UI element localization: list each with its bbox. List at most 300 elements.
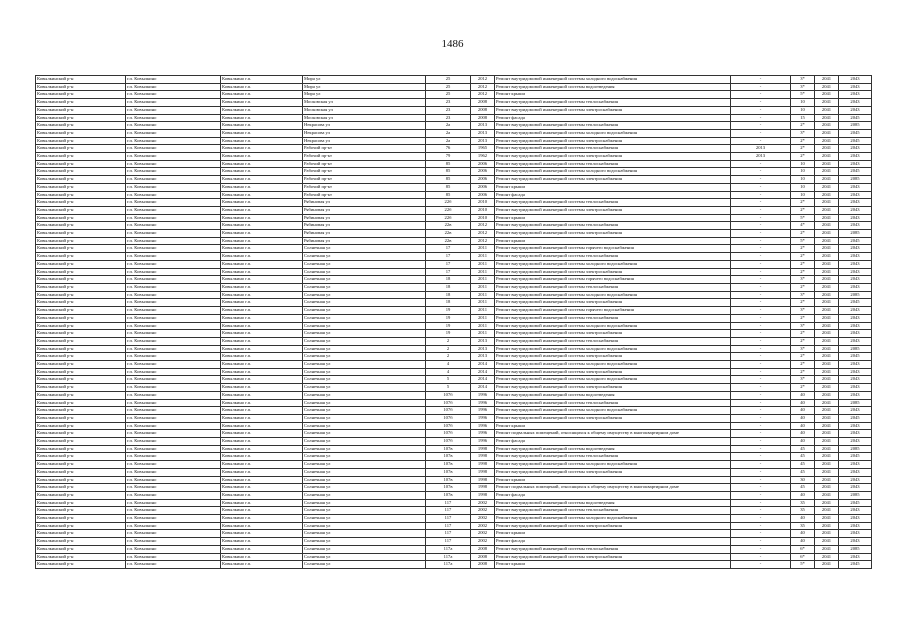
cell-plan-end-year: 2043 bbox=[839, 422, 872, 430]
cell-built-year: 1998 bbox=[471, 461, 495, 469]
cell-wear-percent: 2* bbox=[791, 299, 815, 307]
cell-work-type: Ремонт внутридомовой инженерной системы холодного водоснабжения bbox=[495, 260, 731, 268]
cell-municipality: Ковылкино г.п. bbox=[221, 122, 303, 130]
cell-settlement: г.п. Ковылкино bbox=[126, 399, 221, 407]
cell-work-type: Ремонт внутридомовой инженерной системы водоотведения bbox=[495, 445, 731, 453]
cell-plan-start-year: 2041 bbox=[815, 222, 839, 230]
cell-built-year: 2013 bbox=[471, 137, 495, 145]
cell-municipality: Ковылкино г.п. bbox=[221, 330, 303, 338]
table-row bbox=[36, 507, 872, 515]
cell-house-number: 22в bbox=[426, 222, 471, 230]
cell-built-year: 1962 bbox=[471, 153, 495, 161]
cell-wear-percent: 2* bbox=[791, 330, 815, 338]
cell-plan-end-year: 2043 bbox=[839, 337, 872, 345]
cell-street: Солнечная ул bbox=[303, 399, 426, 407]
cell-settlement: г.п. Ковылкино bbox=[126, 137, 221, 145]
cell-last-repair-year: - bbox=[731, 214, 791, 222]
cell-municipality: Ковылкино г.п. bbox=[221, 245, 303, 253]
table-row bbox=[36, 468, 872, 476]
cell-house-number: 85 bbox=[426, 176, 471, 184]
cell-plan-start-year: 2041 bbox=[815, 407, 839, 415]
cell-last-repair-year: - bbox=[731, 91, 791, 99]
cell-municipality: Ковылкино г.п. bbox=[221, 106, 303, 114]
cell-street: Солнечная ул bbox=[303, 291, 426, 299]
cell-plan-start-year: 2041 bbox=[815, 361, 839, 369]
cell-plan-end-year: 2043 bbox=[839, 253, 872, 261]
cell-district: Ковылкинский р-н bbox=[36, 337, 126, 345]
cell-built-year: 1965 bbox=[471, 145, 495, 153]
table-row bbox=[36, 538, 872, 546]
cell-plan-end-year: 2085 bbox=[839, 491, 872, 499]
cell-house-number: 23 bbox=[426, 114, 471, 122]
cell-plan-end-year: 2043 bbox=[839, 268, 872, 276]
cell-district: Ковылкинский р-н bbox=[36, 153, 126, 161]
cell-built-year: 2002 bbox=[471, 499, 495, 507]
cell-plan-start-year: 2041 bbox=[815, 445, 839, 453]
cell-district: Ковылкинский р-н bbox=[36, 91, 126, 99]
cell-settlement: г.п. Ковылкино bbox=[126, 522, 221, 530]
cell-last-repair-year: - bbox=[731, 461, 791, 469]
cell-street: Солнечная ул bbox=[303, 322, 426, 330]
cell-settlement: г.п. Ковылкино bbox=[126, 260, 221, 268]
cell-street: Солнечная ул bbox=[303, 384, 426, 392]
cell-plan-start-year: 2041 bbox=[815, 268, 839, 276]
cell-house-number: 22б bbox=[426, 199, 471, 207]
cell-municipality: Ковылкино г.п. bbox=[221, 237, 303, 245]
cell-house-number: 2 bbox=[426, 337, 471, 345]
cell-plan-start-year: 2041 bbox=[815, 260, 839, 268]
cell-district: Ковылкинский р-н bbox=[36, 407, 126, 415]
cell-last-repair-year: - bbox=[731, 345, 791, 353]
cell-plan-start-year: 2041 bbox=[815, 283, 839, 291]
cell-municipality: Ковылкино г.п. bbox=[221, 376, 303, 384]
cell-plan-end-year: 2085 bbox=[839, 176, 872, 184]
table-row bbox=[36, 361, 872, 369]
cell-street: Московская ул bbox=[303, 99, 426, 107]
cell-built-year: 2013 bbox=[471, 345, 495, 353]
cell-municipality: Ковылкино г.п. bbox=[221, 222, 303, 230]
cell-street: Рабочий пр-кт bbox=[303, 168, 426, 176]
cell-wear-percent: 40 bbox=[791, 422, 815, 430]
cell-plan-end-year: 2045 bbox=[839, 453, 872, 461]
cell-built-year: 1996 bbox=[471, 391, 495, 399]
cell-built-year: 2011 bbox=[471, 283, 495, 291]
table-row bbox=[36, 422, 872, 430]
cell-settlement: г.п. Ковылкино bbox=[126, 322, 221, 330]
cell-built-year: 1996 bbox=[471, 430, 495, 438]
cell-settlement: г.п. Ковылкино bbox=[126, 384, 221, 392]
cell-plan-start-year: 2041 bbox=[815, 206, 839, 214]
cell-municipality: Ковылкино г.п. bbox=[221, 438, 303, 446]
cell-wear-percent: 3* bbox=[791, 291, 815, 299]
cell-wear-percent: 6* bbox=[791, 553, 815, 561]
cell-built-year: 1996 bbox=[471, 414, 495, 422]
cell-built-year: 2006 bbox=[471, 183, 495, 191]
cell-last-repair-year: - bbox=[731, 199, 791, 207]
cell-built-year: 1998 bbox=[471, 453, 495, 461]
cell-district: Ковылкинский р-н bbox=[36, 106, 126, 114]
cell-plan-start-year: 2041 bbox=[815, 137, 839, 145]
cell-last-repair-year: - bbox=[731, 168, 791, 176]
cell-municipality: Ковылкино г.п. bbox=[221, 484, 303, 492]
cell-settlement: г.п. Ковылкино bbox=[126, 230, 221, 238]
cell-municipality: Ковылкино г.п. bbox=[221, 191, 303, 199]
cell-last-repair-year: - bbox=[731, 83, 791, 91]
cell-settlement: г.п. Ковылкино bbox=[126, 376, 221, 384]
cell-district: Ковылкинский р-н bbox=[36, 507, 126, 515]
cell-wear-percent: 2* bbox=[791, 206, 815, 214]
cell-work-type: Ремонт внутридомовой инженерной системы холодного водоснабжения bbox=[495, 515, 731, 523]
cell-plan-end-year: 2043 bbox=[839, 160, 872, 168]
cell-settlement: г.п. Ковылкино bbox=[126, 561, 221, 569]
cell-plan-start-year: 2041 bbox=[815, 106, 839, 114]
table-row bbox=[36, 230, 872, 238]
cell-last-repair-year: - bbox=[731, 291, 791, 299]
cell-work-type: Ремонт крыши bbox=[495, 530, 731, 538]
cell-last-repair-year: - bbox=[731, 260, 791, 268]
cell-work-type: Ремонт внутридомовой инженерной системы водоотведения bbox=[495, 499, 731, 507]
cell-settlement: г.п. Ковылкино bbox=[126, 453, 221, 461]
cell-street: Мира ул bbox=[303, 83, 426, 91]
cell-last-repair-year: - bbox=[731, 206, 791, 214]
cell-last-repair-year: - bbox=[731, 522, 791, 530]
cell-municipality: Ковылкино г.п. bbox=[221, 322, 303, 330]
cell-street: Солнечная ул bbox=[303, 461, 426, 469]
cell-settlement: г.п. Ковылкино bbox=[126, 276, 221, 284]
cell-district: Ковылкинский р-н bbox=[36, 538, 126, 546]
cell-built-year: 1998 bbox=[471, 445, 495, 453]
cell-plan-end-year: 2043 bbox=[839, 438, 872, 446]
cell-house-number: 85 bbox=[426, 183, 471, 191]
cell-street: Некрасова ул bbox=[303, 137, 426, 145]
cell-street: Солнечная ул bbox=[303, 353, 426, 361]
cell-plan-end-year: 2045 bbox=[839, 237, 872, 245]
table-row bbox=[36, 561, 872, 569]
cell-settlement: г.п. Ковылкино bbox=[126, 468, 221, 476]
cell-district: Ковылкинский р-н bbox=[36, 314, 126, 322]
cell-wear-percent: 5* bbox=[791, 214, 815, 222]
cell-municipality: Ковылкино г.п. bbox=[221, 299, 303, 307]
cell-plan-end-year: 2043 bbox=[839, 507, 872, 515]
cell-plan-start-year: 2041 bbox=[815, 353, 839, 361]
cell-wear-percent: 2* bbox=[791, 268, 815, 276]
cell-built-year: 2010 bbox=[471, 199, 495, 207]
cell-plan-end-year: 2043 bbox=[839, 222, 872, 230]
cell-wear-percent: 2* bbox=[791, 230, 815, 238]
cell-settlement: г.п. Ковылкино bbox=[126, 407, 221, 415]
cell-settlement: г.п. Ковылкино bbox=[126, 291, 221, 299]
cell-last-repair-year: - bbox=[731, 230, 791, 238]
cell-wear-percent: 10 bbox=[791, 191, 815, 199]
cell-wear-percent: 2* bbox=[791, 199, 815, 207]
cell-wear-percent: 45 bbox=[791, 468, 815, 476]
cell-street: Солнечная ул bbox=[303, 438, 426, 446]
cell-plan-end-year: 2043 bbox=[839, 430, 872, 438]
cell-settlement: г.п. Ковылкино bbox=[126, 283, 221, 291]
cell-municipality: Ковылкино г.п. bbox=[221, 183, 303, 191]
table-row bbox=[36, 307, 872, 315]
cell-settlement: г.п. Ковылкино bbox=[126, 507, 221, 515]
cell-wear-percent: 10 bbox=[791, 183, 815, 191]
table-row bbox=[36, 553, 872, 561]
cell-settlement: г.п. Ковылкино bbox=[126, 515, 221, 523]
cell-wear-percent: 35 bbox=[791, 499, 815, 507]
cell-built-year: 2011 bbox=[471, 245, 495, 253]
table-row bbox=[36, 522, 872, 530]
table-row bbox=[36, 376, 872, 384]
cell-plan-end-year: 2043 bbox=[839, 361, 872, 369]
cell-work-type: Ремонт крыши bbox=[495, 237, 731, 245]
table-row bbox=[36, 91, 872, 99]
cell-plan-start-year: 2041 bbox=[815, 468, 839, 476]
cell-municipality: Ковылкино г.п. bbox=[221, 168, 303, 176]
cell-house-number: 5 bbox=[426, 384, 471, 392]
cell-street: Некрасова ул bbox=[303, 129, 426, 137]
cell-built-year: 2008 bbox=[471, 553, 495, 561]
cell-plan-end-year: 2085 bbox=[839, 230, 872, 238]
cell-work-type: Ремонт внутридомовой инженерной системы электроснабжения bbox=[495, 206, 731, 214]
cell-street: Солнечная ул bbox=[303, 561, 426, 569]
cell-street: Рабочий пр-кт bbox=[303, 145, 426, 153]
cell-work-type: Ремонт внутридомовой инженерной системы электроснабжения bbox=[495, 137, 731, 145]
cell-plan-start-year: 2041 bbox=[815, 391, 839, 399]
table-row bbox=[36, 76, 872, 84]
cell-built-year: 2006 bbox=[471, 160, 495, 168]
cell-plan-start-year: 2041 bbox=[815, 153, 839, 161]
cell-municipality: Ковылкино г.п. bbox=[221, 283, 303, 291]
cell-plan-start-year: 2041 bbox=[815, 91, 839, 99]
cell-district: Ковылкинский р-н bbox=[36, 129, 126, 137]
cell-last-repair-year: - bbox=[731, 561, 791, 569]
cell-plan-start-year: 2041 bbox=[815, 499, 839, 507]
cell-last-repair-year: - bbox=[731, 183, 791, 191]
cell-district: Ковылкинский р-н bbox=[36, 461, 126, 469]
cell-street: Солнечная ул bbox=[303, 253, 426, 261]
cell-wear-percent: 40 bbox=[791, 438, 815, 446]
cell-settlement: г.п. Ковылкино bbox=[126, 206, 221, 214]
cell-built-year: 2012 bbox=[471, 222, 495, 230]
cell-built-year: 2014 bbox=[471, 368, 495, 376]
cell-plan-end-year: 2043 bbox=[839, 245, 872, 253]
cell-work-type: Ремонт внутридомовой инженерной системы электроснабжения bbox=[495, 522, 731, 530]
table-row bbox=[36, 368, 872, 376]
cell-work-type: Ремонт внутридомовой инженерной системы горячего водоснабжения bbox=[495, 245, 731, 253]
cell-plan-start-year: 2041 bbox=[815, 245, 839, 253]
cell-work-type: Ремонт внутридомовой инженерной системы холодного водоснабжения bbox=[495, 376, 731, 384]
cell-street: Солнечная ул bbox=[303, 499, 426, 507]
table-row bbox=[36, 268, 872, 276]
cell-last-repair-year: - bbox=[731, 507, 791, 515]
cell-municipality: Ковылкино г.п. bbox=[221, 461, 303, 469]
cell-wear-percent: 35 bbox=[791, 522, 815, 530]
cell-plan-start-year: 2041 bbox=[815, 76, 839, 84]
cell-municipality: Ковылкино г.п. bbox=[221, 91, 303, 99]
cell-work-type: Ремонт подвальных помещений, относящихся к общему имуществу в многоквартирном доме bbox=[495, 484, 731, 492]
cell-plan-start-year: 2041 bbox=[815, 276, 839, 284]
cell-wear-percent: 2* bbox=[791, 145, 815, 153]
cell-plan-end-year: 2043 bbox=[839, 376, 872, 384]
cell-district: Ковылкинский р-н bbox=[36, 414, 126, 422]
cell-last-repair-year: - bbox=[731, 438, 791, 446]
cell-plan-start-year: 2041 bbox=[815, 253, 839, 261]
table-row bbox=[36, 199, 872, 207]
cell-municipality: Ковылкино г.п. bbox=[221, 176, 303, 184]
cell-house-number: 25 bbox=[426, 76, 471, 84]
cell-built-year: 2008 bbox=[471, 99, 495, 107]
cell-house-number: 17 bbox=[426, 260, 471, 268]
cell-street: Солнечная ул bbox=[303, 422, 426, 430]
cell-settlement: г.п. Ковылкино bbox=[126, 553, 221, 561]
cell-built-year: 2002 bbox=[471, 530, 495, 538]
cell-plan-start-year: 2041 bbox=[815, 237, 839, 245]
cell-built-year: 2011 bbox=[471, 268, 495, 276]
cell-settlement: г.п. Ковылкино bbox=[126, 499, 221, 507]
cell-plan-start-year: 2041 bbox=[815, 291, 839, 299]
table-row bbox=[36, 214, 872, 222]
table-row bbox=[36, 399, 872, 407]
cell-settlement: г.п. Ковылкино bbox=[126, 345, 221, 353]
cell-municipality: Ковылкино г.п. bbox=[221, 361, 303, 369]
cell-settlement: г.п. Ковылкино bbox=[126, 414, 221, 422]
cell-last-repair-year: - bbox=[731, 191, 791, 199]
cell-district: Ковылкинский р-н bbox=[36, 438, 126, 446]
cell-house-number: 117 bbox=[426, 515, 471, 523]
cell-plan-start-year: 2041 bbox=[815, 507, 839, 515]
cell-work-type: Ремонт внутридомовой инженерной системы холодного водоснабжения bbox=[495, 345, 731, 353]
cell-work-type: Ремонт крыши bbox=[495, 183, 731, 191]
cell-settlement: г.п. Ковылкино bbox=[126, 438, 221, 446]
cell-plan-start-year: 2041 bbox=[815, 214, 839, 222]
cell-street: Мира ул bbox=[303, 76, 426, 84]
cell-last-repair-year: - bbox=[731, 106, 791, 114]
table-row bbox=[36, 183, 872, 191]
cell-district: Ковылкинский р-н bbox=[36, 253, 126, 261]
cell-built-year: 1998 bbox=[471, 468, 495, 476]
cell-plan-end-year: 2043 bbox=[839, 153, 872, 161]
cell-wear-percent: 2* bbox=[791, 137, 815, 145]
cell-street: Солнечная ул bbox=[303, 337, 426, 345]
cell-plan-start-year: 2041 bbox=[815, 191, 839, 199]
cell-house-number: 107в bbox=[426, 484, 471, 492]
cell-house-number: 18 bbox=[426, 283, 471, 291]
cell-wear-percent: 2* bbox=[791, 283, 815, 291]
cell-plan-end-year: 2043 bbox=[839, 322, 872, 330]
cell-wear-percent: 5* bbox=[791, 561, 815, 569]
cell-street: Солнечная ул bbox=[303, 376, 426, 384]
cell-built-year: 1996 bbox=[471, 422, 495, 430]
cell-municipality: Ковылкино г.п. bbox=[221, 129, 303, 137]
cell-built-year: 2010 bbox=[471, 214, 495, 222]
cell-work-type: Ремонт внутридомовой инженерной системы теплоснабжения bbox=[495, 199, 731, 207]
cell-built-year: 2011 bbox=[471, 291, 495, 299]
cell-plan-end-year: 2043 bbox=[839, 76, 872, 84]
cell-work-type: Ремонт внутридомовой инженерной системы теплоснабжения bbox=[495, 160, 731, 168]
cell-settlement: г.п. Ковылкино bbox=[126, 83, 221, 91]
cell-plan-start-year: 2041 bbox=[815, 438, 839, 446]
cell-settlement: г.п. Ковылкино bbox=[126, 245, 221, 253]
cell-plan-start-year: 2041 bbox=[815, 168, 839, 176]
cell-street: Солнечная ул bbox=[303, 368, 426, 376]
cell-house-number: 18 bbox=[426, 276, 471, 284]
cell-work-type: Ремонт внутридомовой инженерной системы электроснабжения bbox=[495, 384, 731, 392]
cell-built-year: 2011 bbox=[471, 299, 495, 307]
cell-district: Ковылкинский р-н bbox=[36, 283, 126, 291]
cell-municipality: Ковылкино г.п. bbox=[221, 538, 303, 546]
cell-plan-end-year: 2043 bbox=[839, 260, 872, 268]
cell-wear-percent: 40 bbox=[791, 491, 815, 499]
cell-plan-start-year: 2041 bbox=[815, 384, 839, 392]
cell-street: Рабочий пр-кт bbox=[303, 191, 426, 199]
cell-district: Ковылкинский р-н bbox=[36, 307, 126, 315]
cell-built-year: 2006 bbox=[471, 191, 495, 199]
cell-plan-end-year: 2045 bbox=[839, 168, 872, 176]
cell-last-repair-year: - bbox=[731, 76, 791, 84]
cell-district: Ковылкинский р-н bbox=[36, 237, 126, 245]
cell-street: Рябиновая ул bbox=[303, 199, 426, 207]
cell-work-type: Ремонт внутридомовой инженерной системы теплоснабжения bbox=[495, 337, 731, 345]
cell-settlement: г.п. Ковылкино bbox=[126, 307, 221, 315]
cell-last-repair-year: - bbox=[731, 422, 791, 430]
cell-district: Ковылкинский р-н bbox=[36, 230, 126, 238]
cell-last-repair-year: - bbox=[731, 476, 791, 484]
cell-settlement: г.п. Ковылкино bbox=[126, 160, 221, 168]
cell-district: Ковылкинский р-н bbox=[36, 83, 126, 91]
table-row bbox=[36, 129, 872, 137]
cell-built-year: 2014 bbox=[471, 376, 495, 384]
cell-district: Ковылкинский р-н bbox=[36, 399, 126, 407]
cell-house-number: 107б bbox=[426, 438, 471, 446]
table-row bbox=[36, 276, 872, 284]
cell-street: Солнечная ул bbox=[303, 445, 426, 453]
cell-built-year: 2006 bbox=[471, 176, 495, 184]
cell-municipality: Ковылкино г.п. bbox=[221, 353, 303, 361]
cell-wear-percent: 3* bbox=[791, 83, 815, 91]
cell-street: Рябиновая ул bbox=[303, 214, 426, 222]
cell-wear-percent: 2* bbox=[791, 153, 815, 161]
cell-street: Солнечная ул bbox=[303, 391, 426, 399]
cell-work-type: Ремонт внутридомовой инженерной системы теплоснабжения bbox=[495, 99, 731, 107]
table-row bbox=[36, 191, 872, 199]
cell-municipality: Ковылкино г.п. bbox=[221, 99, 303, 107]
cell-wear-percent: 2* bbox=[791, 361, 815, 369]
cell-wear-percent: 40 bbox=[791, 391, 815, 399]
cell-settlement: г.п. Ковылкино bbox=[126, 106, 221, 114]
cell-wear-percent: 4* bbox=[791, 222, 815, 230]
cell-house-number: 85 bbox=[426, 191, 471, 199]
cell-built-year: 2012 bbox=[471, 76, 495, 84]
cell-street: Некрасова ул bbox=[303, 122, 426, 130]
cell-work-type: Ремонт внутридомовой инженерной системы электроснабжения bbox=[495, 230, 731, 238]
cell-work-type: Ремонт крыши bbox=[495, 561, 731, 569]
cell-municipality: Ковылкино г.п. bbox=[221, 160, 303, 168]
cell-last-repair-year: - bbox=[731, 307, 791, 315]
cell-work-type: Ремонт внутридомовой инженерной системы теплоснабжения bbox=[495, 453, 731, 461]
cell-municipality: Ковылкино г.п. bbox=[221, 530, 303, 538]
cell-settlement: г.п. Ковылкино bbox=[126, 268, 221, 276]
cell-district: Ковылкинский р-н bbox=[36, 353, 126, 361]
cell-district: Ковылкинский р-н bbox=[36, 199, 126, 207]
cell-plan-start-year: 2041 bbox=[815, 491, 839, 499]
cell-plan-end-year: 2043 bbox=[839, 106, 872, 114]
cell-house-number: 107в bbox=[426, 453, 471, 461]
cell-street: Солнечная ул bbox=[303, 299, 426, 307]
cell-street: Солнечная ул bbox=[303, 245, 426, 253]
cell-plan-end-year: 2085 bbox=[839, 291, 872, 299]
cell-plan-start-year: 2041 bbox=[815, 538, 839, 546]
cell-house-number: 117 bbox=[426, 530, 471, 538]
cell-municipality: Ковылкино г.п. bbox=[221, 268, 303, 276]
cell-street: Солнечная ул bbox=[303, 476, 426, 484]
